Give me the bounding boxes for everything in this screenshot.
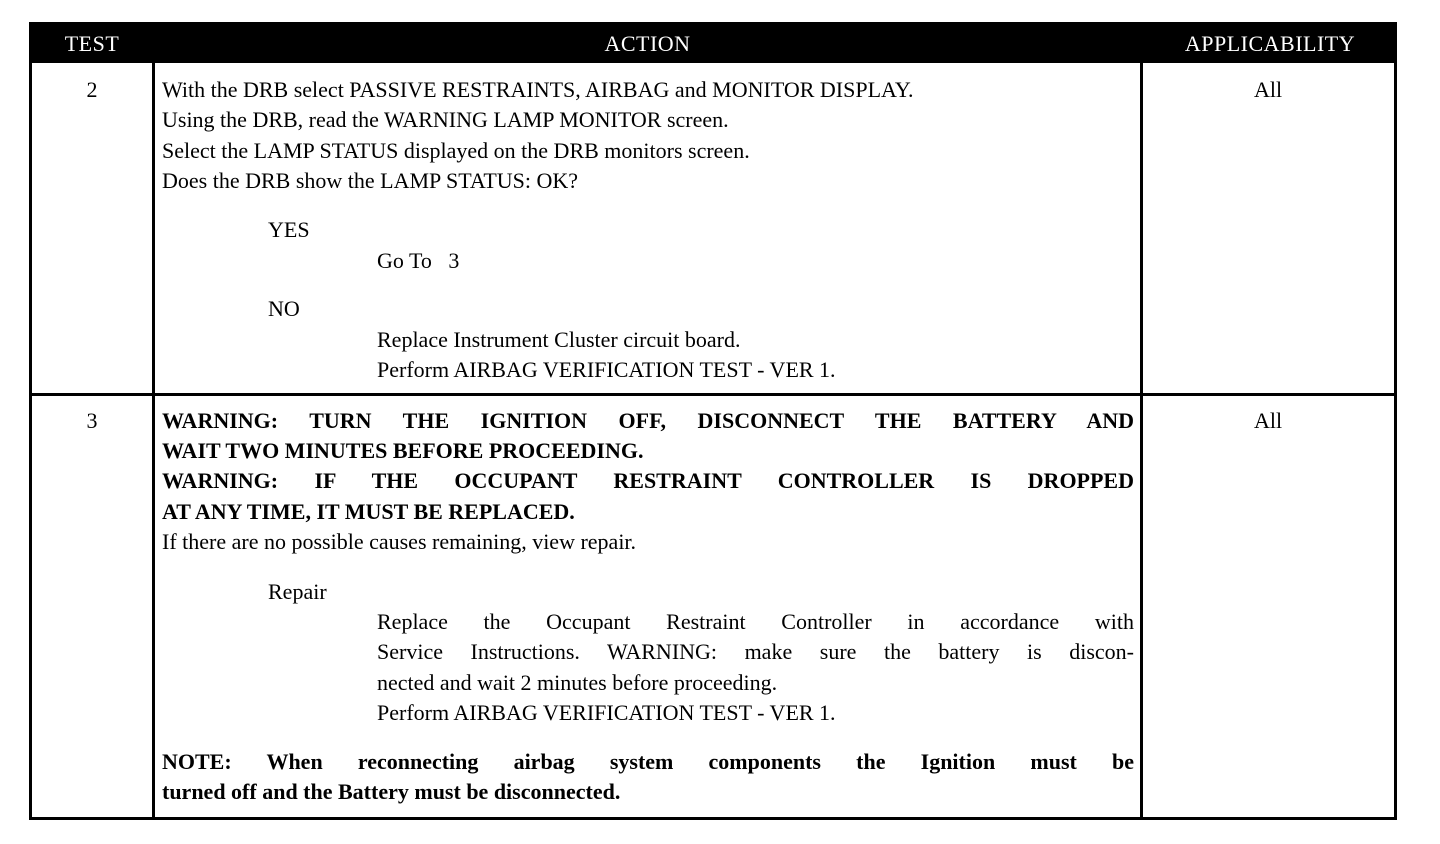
row-2-no-action-1: Replace Instrument Cluster circuit board.	[377, 327, 741, 352]
row-2-yes-label: YES	[268, 217, 310, 242]
row-2-no-label: NO	[268, 296, 300, 321]
row-2-yes-action: Go To 3	[377, 248, 460, 273]
row-3-repair-line-2: Service Instructions. WARNING: make sure the battery is discon-	[377, 639, 1134, 664]
table-header-row	[32, 25, 1394, 63]
row-2-instruction-4: Does the DRB show the LAMP STATUS: OK?	[162, 168, 579, 193]
row-2-test-number: 2	[86, 77, 98, 102]
row-2-applicability: All	[1253, 77, 1283, 102]
row-divider	[32, 393, 1394, 396]
header-test: TEST	[64, 31, 120, 56]
row-3-warning-line-3: WARNING: IF THE OCCUPANT RESTRAINT CONTROLLER IS DROPPED	[162, 468, 1134, 493]
row-3-info: If there are no possible causes remaining, view repair.	[162, 529, 637, 554]
row-2-instruction-3: Select the LAMP STATUS displayed on the DRB monitors screen.	[162, 138, 750, 163]
header-applicability: APPLICABILITY	[1184, 31, 1356, 56]
column-divider-action	[1140, 63, 1143, 820]
row-3-warning-line-1: WARNING: TURN THE IGNITION OFF, DISCONNECT THE BATTERY AND	[162, 408, 1134, 433]
row-3-repair-label: Repair	[268, 579, 327, 604]
row-3-note-line-2: turned off and the Battery must be disconnected.	[162, 779, 621, 804]
procedure-table	[29, 22, 1397, 820]
row-3-warning-line-4: AT ANY TIME, IT MUST BE REPLACED.	[162, 499, 575, 524]
row-3-repair-line-4: Perform AIRBAG VERIFICATION TEST - VER 1.	[377, 700, 836, 725]
row-3-warning-line-2: WAIT TWO MINUTES BEFORE PROCEEDING.	[162, 438, 644, 463]
row-2-instruction-2: Using the DRB, read the WARNING LAMP MONITOR screen.	[162, 107, 729, 132]
row-3-applicability: All	[1253, 408, 1283, 433]
row-3-repair-line-3: nected and wait 2 minutes before proceeding.	[377, 670, 778, 695]
row-2-instruction-1: With the DRB select PASSIVE RESTRAINTS, AIRBAG and MONITOR DISPLAY.	[162, 77, 914, 102]
row-3-repair-line-1: Replace the Occupant Restraint Controller in accordance with	[377, 609, 1134, 634]
header-action: ACTION	[604, 31, 691, 56]
row-3-test-number: 3	[86, 408, 98, 433]
row-3-note-line-1: NOTE: When reconnecting airbag system components the Ignition must be	[162, 749, 1134, 774]
row-2-no-action-2: Perform AIRBAG VERIFICATION TEST - VER 1.	[377, 357, 836, 382]
column-divider-test	[152, 63, 155, 820]
